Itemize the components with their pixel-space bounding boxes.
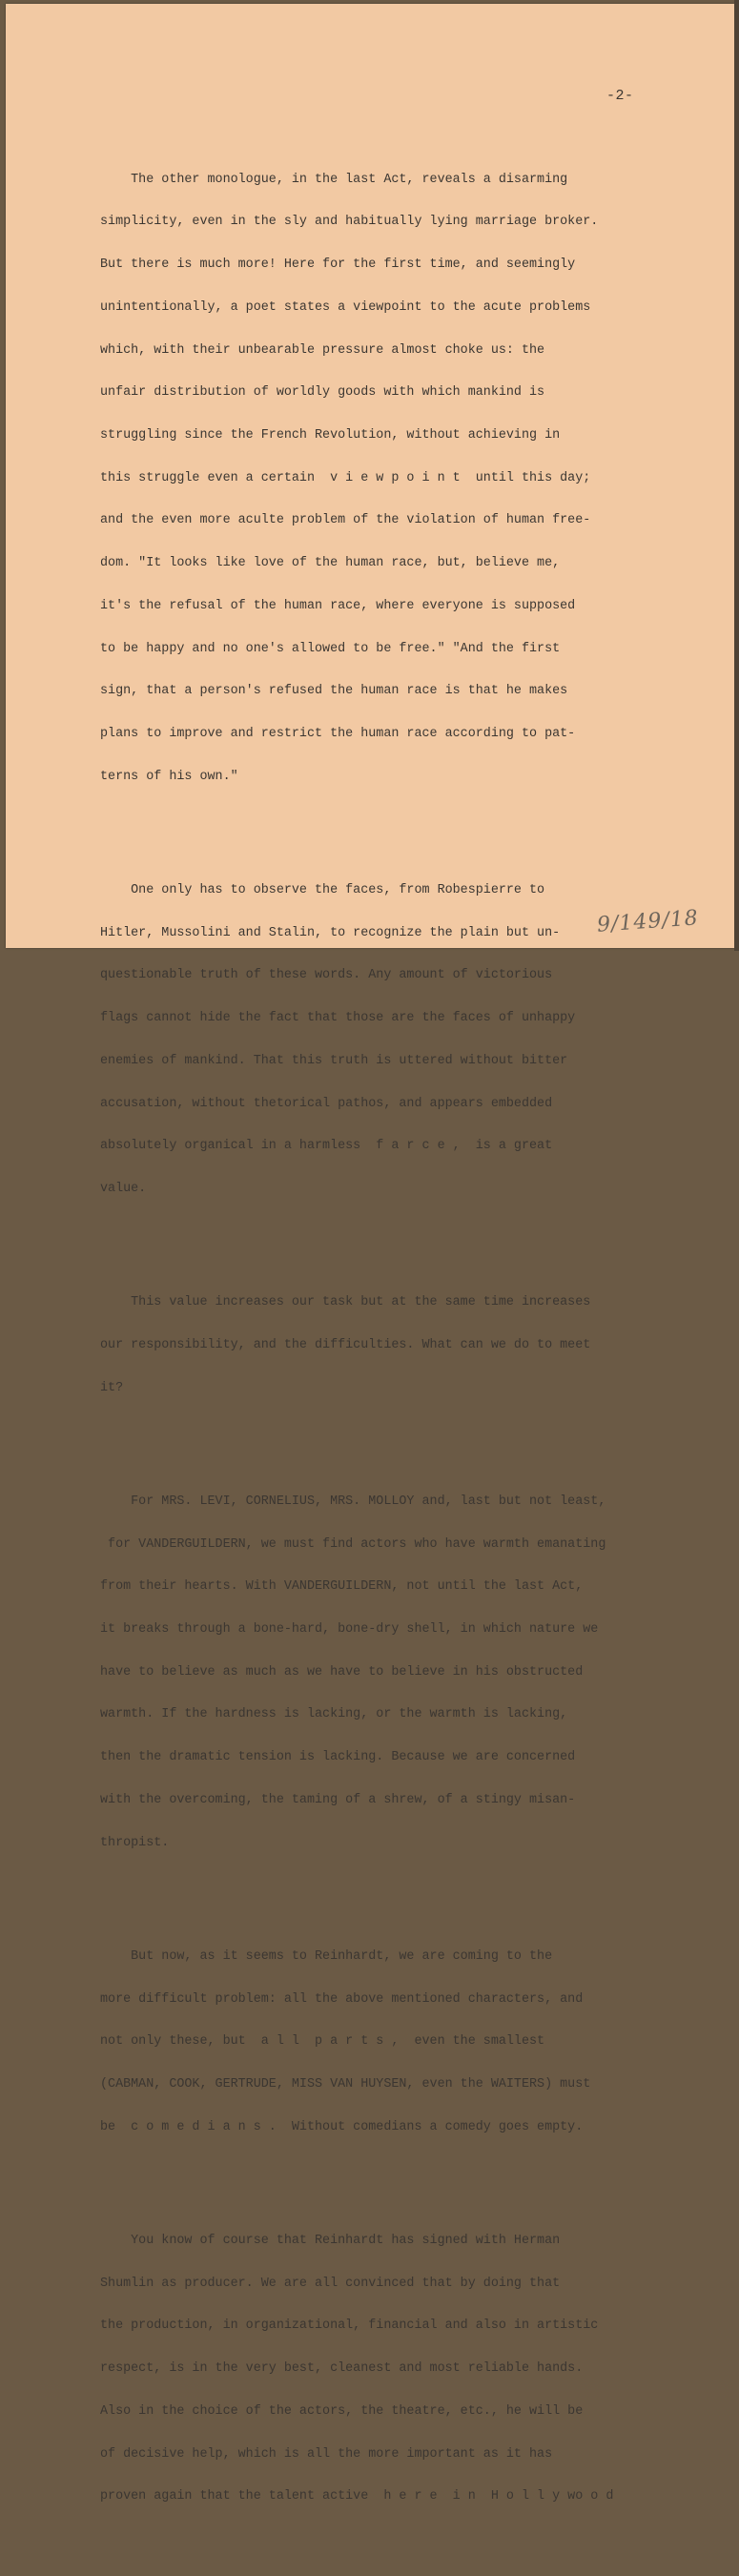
text-line: But there is much more! Here for the first time, and seemingly <box>100 258 576 273</box>
text-line: to be happy and no one's allowed to be free." "And the first <box>100 641 561 656</box>
text-line: Also in the choice of the actors, the theatre, etc., he will be <box>100 2403 584 2419</box>
text-line: For MRS. LEVI, CORNELIUS, MRS. MOLLOY and, last but not least, <box>100 1494 606 1509</box>
text-line: accusation, without thetorical pathos, and appears embedded <box>100 1096 553 1111</box>
text-line: more difficult problem: all the above mentioned characters, and <box>100 1991 584 2007</box>
text-line: of decisive help, which is all the more important as it has <box>100 2446 553 2462</box>
document-page <box>6 4 734 2504</box>
text-line: value. <box>100 1181 147 1196</box>
text-line: dom. "It looks like love of the human race, but, believe me, <box>100 556 561 571</box>
paragraph-comedians <box>100 1922 710 2163</box>
text-line: have to believe as much as we have to believe in his obstructed <box>100 1664 584 1680</box>
text-line: it's the refusal of the human race, where everyone is supposed <box>100 598 576 613</box>
page-number: -2- <box>606 88 634 104</box>
text-line: thropist. <box>100 1835 170 1850</box>
text-line: sign, that a person's refused the human race is that he makes <box>100 684 568 699</box>
text-line: this struggle even a certain v i e w p o i n t until this day; <box>100 470 591 485</box>
text-line: questionable truth of these words. Any amount of victorious <box>100 968 553 983</box>
scan-edge <box>734 0 739 951</box>
text-line: it? <box>100 1380 124 1395</box>
paragraph-monologue <box>100 145 710 814</box>
text-line: unintentionally, a poet states a viewpoint to the acute problems <box>100 299 591 315</box>
text-line: Hitler, Mussolini and Stalin, to recognize the plain but un- <box>100 925 561 940</box>
archive-number-handwritten: 9/149/18 <box>596 906 700 938</box>
text-line: flags cannot hide the fact that those are the faces of unhappy <box>100 1011 576 1026</box>
text-line: You know of course that Reinhardt has signed with Herman <box>100 2233 561 2248</box>
text-line: The other monologue, in the last Act, reveals a disarming <box>100 172 568 187</box>
paragraph-value <box>100 1267 710 1424</box>
text-line: then the dramatic tension is lacking. Because we are concerned <box>100 1750 576 1765</box>
letter-body <box>100 116 710 2576</box>
text-line: the production, in organizational, financial and also in artistic <box>100 2318 599 2334</box>
text-line: and the even more aculte problem of the violation of human free- <box>100 513 591 528</box>
text-line: proven again that the talent active h e r e i n H o l l y wo o d <box>100 2489 614 2504</box>
text-line: enemies of mankind. That this truth is uttered without bitter <box>100 1053 568 1068</box>
text-line: struggling since the French Revolution, without achieving in <box>100 427 561 443</box>
paragraph-producer <box>100 2206 710 2533</box>
text-line: One only has to observe the faces, from Robespierre to <box>100 882 545 897</box>
text-line: for VANDERGUILDERN, we must find actors who have warmth emanating <box>100 1536 606 1552</box>
text-line: from their hearts. With VANDERGUILDERN, not until the last Act, <box>100 1579 584 1595</box>
text-line: respect, is in the very best, cleanest and most reliable hands. <box>100 2361 584 2377</box>
text-line: But now, as it seems to Reinhardt, we are coming to the <box>100 1948 553 1964</box>
text-line: (CABMAN, COOK, GERTRUDE, MISS VAN HUYSEN, even the WAITERS) must <box>100 2077 591 2092</box>
text-line: terns of his own." <box>100 769 238 784</box>
text-line: plans to improve and restrict the human race according to pat- <box>100 726 576 741</box>
text-line: This value increases our task but at the same time increases <box>100 1295 591 1310</box>
text-line: with the overcoming, the taming of a shrew, of a stingy misan- <box>100 1792 576 1807</box>
text-line: not only these, but a l l p a r t s , even the smallest <box>100 2034 545 2050</box>
text-line: absolutely organical in a harmless f a r c e , is a great <box>100 1139 553 1154</box>
text-line: warmth. If the hardness is lacking, or the warmth is lacking, <box>100 1707 568 1722</box>
paragraph-actors <box>100 1467 710 1879</box>
text-line: be c o m e d i a n s . Without comedians a comedy goes empty. <box>100 2119 584 2134</box>
text-line: Shumlin as producer. We are all convinced that by doing that <box>100 2276 561 2291</box>
text-line: our responsibility, and the difficulties. What can we do to meet <box>100 1337 591 1352</box>
text-line: which, with their unbearable pressure almost choke us: the <box>100 342 545 358</box>
text-line: unfair distribution of worldly goods with which mankind is <box>100 385 545 401</box>
text-line: it breaks through a bone-hard, bone-dry shell, in which nature we <box>100 1622 599 1638</box>
text-line: simplicity, even in the sly and habitually lying marriage broker. <box>100 215 599 230</box>
